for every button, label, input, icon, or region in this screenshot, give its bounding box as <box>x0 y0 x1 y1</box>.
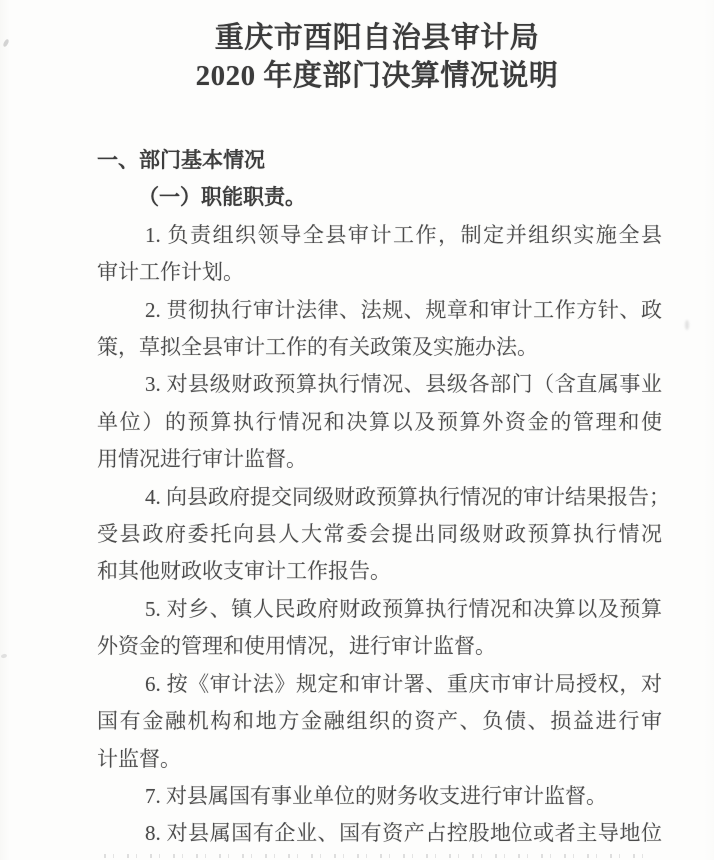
paragraph-line: 单位）的预算执行情况和决算以及预算外资金的管理和使 <box>97 409 662 434</box>
paragraph-line: 审计工作计划。 <box>97 260 244 285</box>
paragraph-line: 6. 按《审计法》规定和审计署、重庆市审计局授权，对 <box>145 671 662 696</box>
paragraph-line: 1. 负责组织领导全县审计工作，制定并组织实施全县 <box>145 222 662 247</box>
paragraph-line: 2. 贯彻执行审计法律、法规、规章和审计工作方针、政 <box>145 297 662 322</box>
scan-speck <box>685 320 689 330</box>
paragraph-line: 策，草拟全县审计工作的有关政策及实施办法。 <box>97 335 538 360</box>
paragraph-line: 4. 向县政府提交同级财政预算执行情况的审计结果报告； <box>145 484 670 509</box>
paragraph-line: 国有金融机构和地方金融组织的资产、负债、损益进行审 <box>97 709 662 734</box>
scan-speck <box>2 39 9 48</box>
paragraph-line: 3. 对县级财政预算执行情况、县级各部门（含直属事业 <box>145 372 662 397</box>
scan-speck <box>1 653 8 658</box>
paragraph-line: 用情况进行审计监督。 <box>97 447 307 472</box>
paragraph-line: 8. 对县属国有企业、国有资产占控股地位或者主导地位 <box>145 821 662 846</box>
paragraph-line: 和其他财政收支审计工作报告。 <box>97 559 391 584</box>
document-title-line-2: 2020 年度部门决算情况说明 <box>195 60 559 92</box>
section-heading: 一、部门基本情况 <box>97 149 265 172</box>
document-title-line-1: 重庆市酉阳自治县审计局 <box>214 22 540 54</box>
document-title <box>20 19 714 95</box>
paragraph-line: 5. 对乡、镇人民政府财政预算执行情况和决算以及预算 <box>145 596 662 621</box>
subsection-heading: （一）职能职责。 <box>138 186 306 210</box>
paragraph-line: 受县政府委托向县人大常委会提出同级财政预算执行情况 <box>97 522 662 547</box>
paragraph-line: 外资金的管理和使用情况，进行审计监督。 <box>97 634 496 659</box>
cut-off-line-artifact <box>99 854 655 858</box>
document-body <box>97 142 670 853</box>
paragraph-line: 7. 对县属国有事业单位的财务收支进行审计监督。 <box>145 783 607 808</box>
paragraph-line: 计监督。 <box>97 746 181 771</box>
